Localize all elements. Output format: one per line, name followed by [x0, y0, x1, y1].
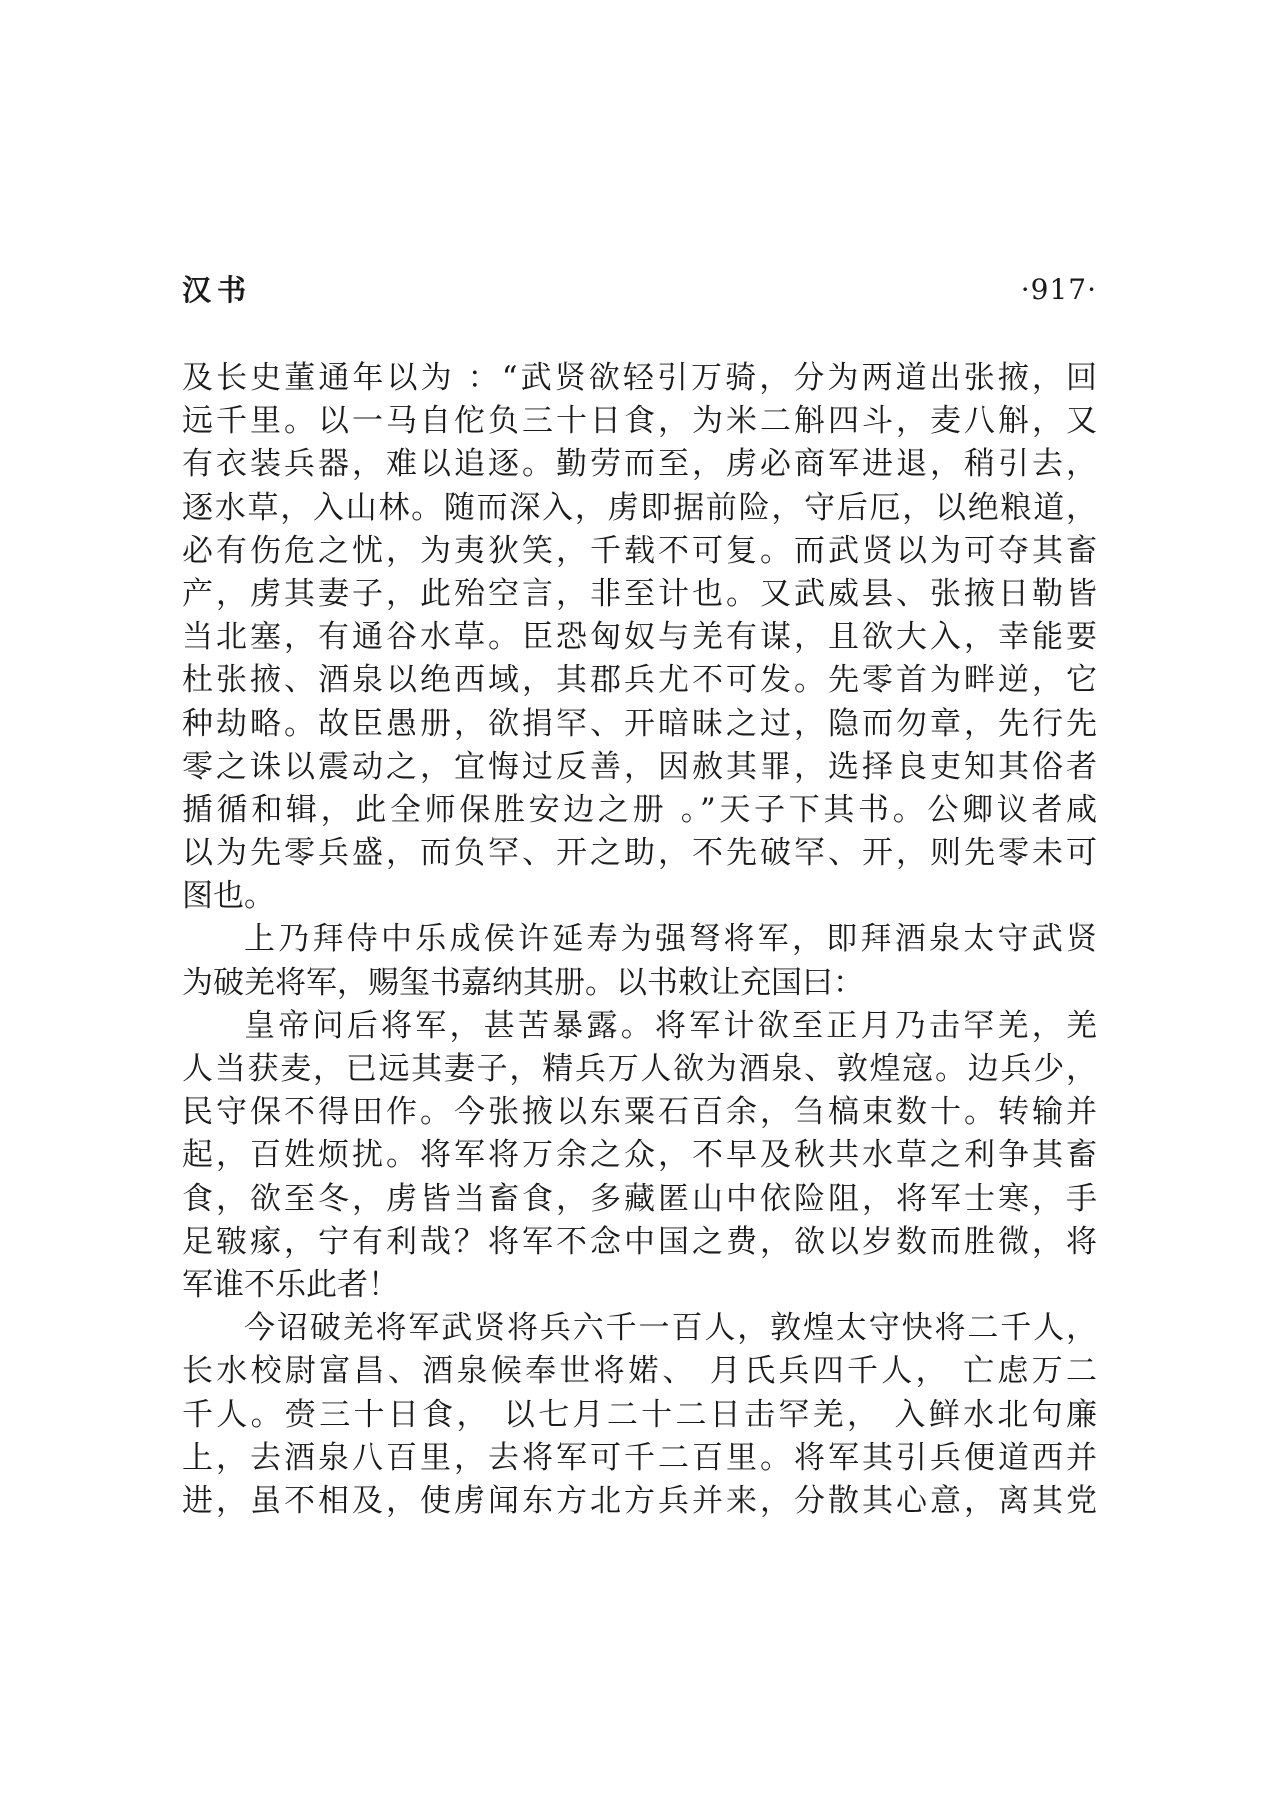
- text-line: 产，虏其妻子，此殆空言，非至计也。又武威县、张掖日勒皆: [182, 575, 1097, 612]
- text-line: 民守保不得田作。今张掖以东粟石百余，刍槁束数十。转输并: [182, 1094, 1097, 1131]
- text-line: 当北塞，有通谷水草。臣恐匈奴与羌有谋，且欲大入，幸能要: [182, 619, 1097, 656]
- text-line: 揗循和辑，此全师保胜安边之册 。”天子下其书。公卿议者咸: [182, 791, 1097, 828]
- text-line: 及长史董通年以为 ：“武贤欲轻引万骑，分为两道出张掖，回: [182, 360, 1097, 396]
- text-line: 食，欲至冬，虏皆当畜食，多藏匿山中依险阻，将军士寒，手: [182, 1180, 1097, 1217]
- text-line: 逐水草，入山林。随而深入，虏即据前险，守后厄，以绝粮道，: [182, 489, 1097, 526]
- paragraph-start-line: 今诏破羌将军武贤将兵六千一百人，敦煌太守快将二千人，: [244, 1310, 1097, 1347]
- text-line: 上，去酒泉八百里，去将军可千二百里。将军其引兵便道西并: [182, 1439, 1097, 1476]
- text-line: 长水校尉富昌、酒泉候奉世将婼、 月氏兵四千人， 亡虑万二: [182, 1353, 1097, 1390]
- text-line: 图也。: [182, 878, 275, 915]
- text-line: 人当获麦，已远其妻子，精兵万人欲为酒泉、敦煌寇。边兵少，: [182, 1051, 1097, 1087]
- text-line: 零之诛以震动之，宜悔过反善，因赦其罪，选择良吏知其俗者: [182, 748, 1097, 785]
- paragraph-start-line: 上乃拜侍中乐成侯许延寿为强弩将军，即拜酒泉太守武贤: [244, 921, 1097, 958]
- text-line: 进，虽不相及，使虏闻东方北方兵并来，分散其心意，离其党: [182, 1482, 1097, 1519]
- text-line: 千人。赍三十日食， 以七月二十二日击罕羌， 入鲜水北句廉: [182, 1396, 1097, 1433]
- page-header: [182, 270, 1097, 310]
- book-title: 汉书: [182, 273, 253, 307]
- text-line: 有衣装兵器，难以追逐。勤劳而至，虏必商军进退，稍引去，: [182, 446, 1097, 483]
- page-number: ·917·: [1020, 273, 1097, 306]
- text-line: 军谁不乐此者！: [182, 1266, 399, 1303]
- text-line: 种劫略。故臣愚册，欲捐罕、开暗昧之过，隐而勿章，先行先: [182, 705, 1097, 742]
- text-line: 以为先零兵盛，而负罕、开之助，不先破罕、开，则先零未可: [182, 835, 1097, 872]
- paragraph-start-line: 皇帝问后将军，甚苦暴露。将军计欲至正月乃击罕羌，羌: [244, 1007, 1097, 1044]
- body-text: [182, 357, 1097, 1523]
- text-line: 远千里。以一马自佗负三十日食，为米二斛四斗，麦八斛，又: [182, 403, 1097, 440]
- text-line: 起，百姓烦扰。将军将万余之众，不早及秋共水草之利争其畜: [182, 1137, 1097, 1174]
- text-line: 为破羌将军，赐玺书嘉纳其册。以书敕让充国曰：: [182, 964, 864, 1001]
- text-line: 杜张掖、酒泉以绝西域，其郡兵尤不可发。先零首为畔逆，它: [182, 662, 1097, 699]
- text-line: 必有伤危之忧，为夷狄笑，千载不可复。而武贤以为可夺其畜: [182, 532, 1097, 569]
- text-line: 足皲瘃，宁有利哉？将军不念中国之费，欲以岁数而胜微，将: [182, 1223, 1097, 1260]
